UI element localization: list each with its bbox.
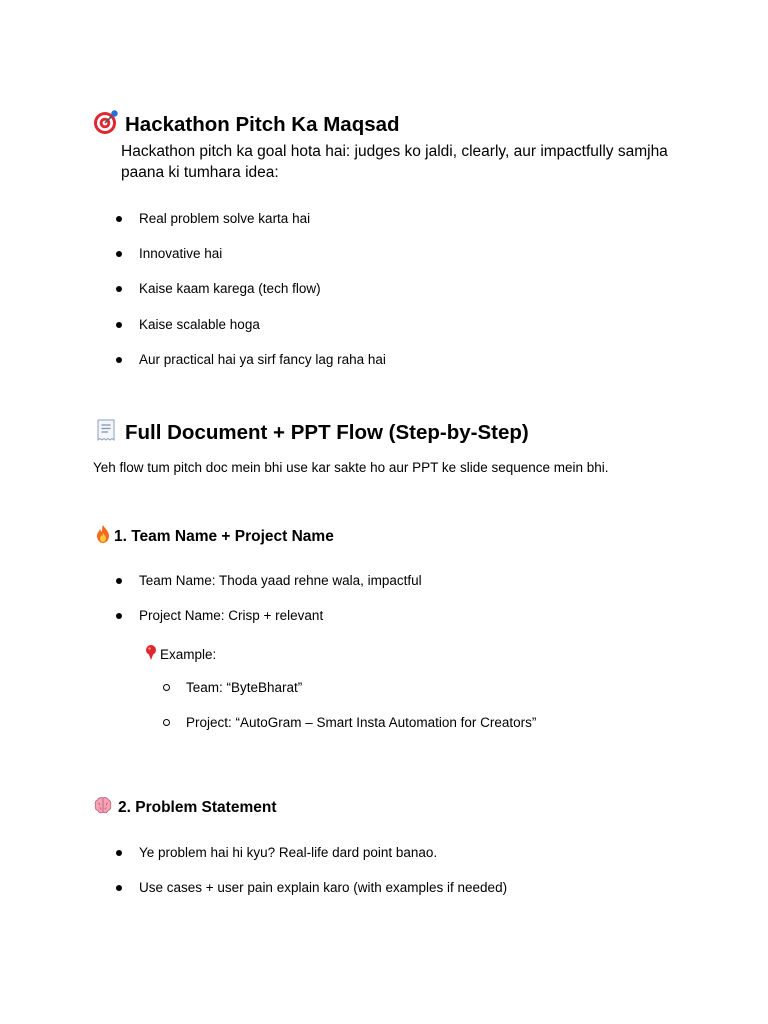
list-item: Project: “AutoGram – Smart Insta Automation for Creators”	[186, 715, 537, 730]
step-title: 1. Team Name + Project Name	[114, 527, 334, 545]
list-item: Use cases + user pain explain karo (with examples if needed)	[139, 880, 508, 895]
example-label	[143, 644, 216, 664]
target-icon	[93, 109, 119, 141]
list-item: Kaise scalable hoga	[139, 317, 260, 332]
list-item: Team: “ByteBharat”	[186, 680, 303, 695]
step-title: 2. Problem Statement	[118, 798, 277, 816]
list-item: Kaise kaam karega (tech flow)	[139, 281, 321, 296]
fire-icon	[93, 524, 113, 549]
receipt-icon	[93, 417, 119, 449]
section-intro: Hackathon pitch ka goal hota hai: judges ko jaldi, clearly, aur impactfully samjha paana ki tumhara idea:	[121, 143, 668, 181]
example-label-text: Example:	[160, 646, 217, 662]
list-item: Aur practical hai ya sirf fancy lag raha hai	[139, 352, 386, 367]
pin-icon	[143, 644, 159, 664]
list-item: Ye problem hai hi kyu? Real-life dard point banao.	[139, 845, 438, 860]
list-item: Real problem solve karta hai	[139, 211, 311, 226]
section-title: Full Document + PPT Flow (Step-by-Step)	[125, 421, 529, 444]
list-item: Innovative hai	[139, 246, 223, 261]
list-item: Project Name: Crisp + relevant	[139, 608, 324, 623]
section-heading-pitch-goal	[93, 109, 400, 141]
brain-icon	[93, 795, 113, 820]
list-item: Team Name: Thoda yaad rehne wala, impactful	[139, 573, 422, 588]
step-heading-problem	[93, 795, 277, 820]
section-title: Hackathon Pitch Ka Maqsad	[125, 113, 400, 136]
step-heading-team-project	[93, 524, 334, 549]
section-intro: Yeh flow tum pitch doc mein bhi use kar sakte ho aur PPT ke slide sequence mein bhi.	[93, 460, 609, 475]
section-heading-document-flow	[93, 417, 529, 449]
